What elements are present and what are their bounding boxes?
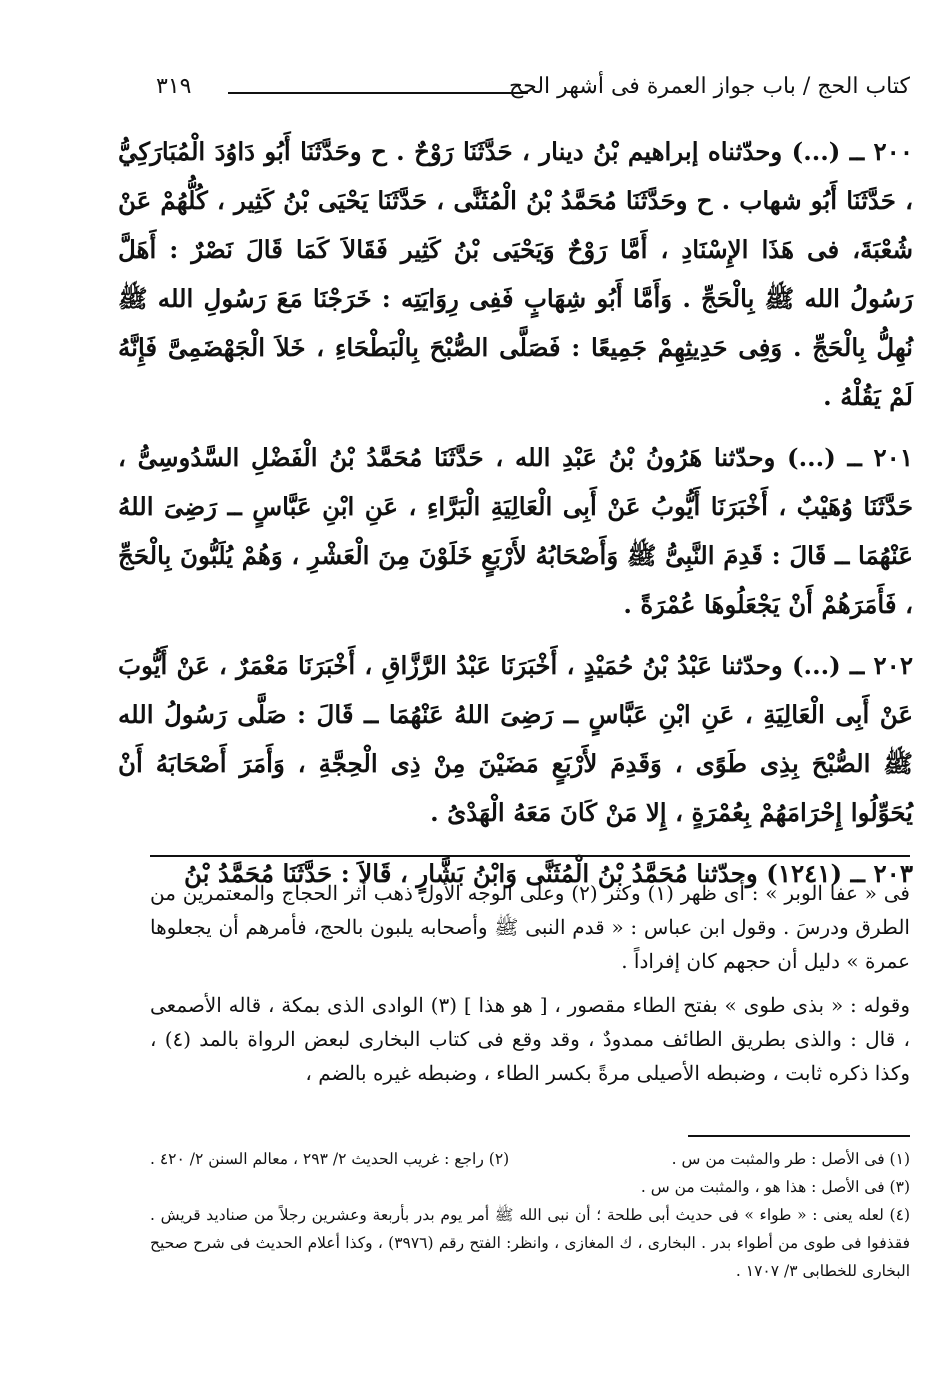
- running-header: [120, 70, 910, 110]
- footnote-row: [150, 1145, 910, 1173]
- commentary-divider: [150, 855, 910, 857]
- hadith-201: ٢٠١ ــ (...) وحدّثنا هَرُونُ بْنُ عَبْدِ الله ، حَدَّثَنَا مُحَمَّدُ بْنُ الْفَضْلِ السَّدُوسِىُّ ، حَدَّثَنَا وُهَيْبٌ ، أَخْبَرَنَا أَيُّوبُ عَنْ أَبِى الْعَالِيَةِ الْبَرَّاءِ ، عَنِ ابْنِ عَبَّاسٍ ــ رَضِىَ اللهُ عَنْهُمَا ــ قَالَ : قَدِمَ النَّبِىُّ ﷺ وَأَصْحَابُهُ لأَرْبَعٍ خَلَوْنَ مِنَ الْعَشْرِ ، وَهُمْ يُلَبُّونَ بِالْحَجِّ ، فَأَمَرَهُمْ أَنْ يَجْعَلُوهَا عُمْرَةً .: [118, 443, 913, 619]
- footnote-3: (٣) فى الأصل : هذا هو ، والمثبت من س .: [640, 1178, 910, 1196]
- hadith-200: ٢٠٠ ــ (...) وحدّثناه إبراهيم بْنُ دينار ، حَدَّثَنَا رَوْحٌ . ح وحَدَّثَنَا أَبُو دَاوُدَ الْمُبَارَكِيُّ ، حَدَّثَنَا أَبُو شهاب . ح وحَدَّثَنَا مُحَمَّدُ بْنُ الْمُثَنَّى ، حَدَّثَنَا يَحْيَى بْنُ كَثِير ، كُلُّهُمْ عَنْ شُعْبَةَ، فى هَذَا الإِسْنَادِ ، أَمَّا رَوْحٌ وَيَحْيَى بْنُ كَثِير فَقَالاَ كَمَا قَالَ نَصْرٌ : أَهَلَّ رَسُولُ الله ﷺ بِالْحَجِّ . وَأَمَّا أَبُو شِهَابٍ فَفِى رِوَايَتِه : خَرَجْنَا مَعَ رَسُولِ الله ﷺ نُهِلُّ بِالْحَجِّ . وَفِى حَدِيثِهِمْ جَمِيعًا : فَصَلَّى الصُّبْحَ بِالْبَطْحَاءِ ، خَلاَ الْجَهْضَمِىَّ فَإِنَّهُ لَمْ يَقُلْهُ .: [118, 137, 913, 411]
- hadith-text: [118, 127, 913, 910]
- commentary-paragraph: وقوله : « بذى طوى » بفتح الطاء مقصور ، [ هو هذا ] (٣) الوادى الذى بمكة ، قاله الأصمعى ، قال : والذى بطريق الطائف ممدودٌ ، وقد وقع فى كتاب البخارى لبعض الرواة بالمد (٤) ، وكذا ذكره ثابت ، وضبطه الأصيلى مرةً بكسر الطاء ، وضبطه غيره بالضم ،: [150, 993, 910, 1085]
- footnote-1: (١) فى الأصل : طر والمثبت من س .: [671, 1150, 910, 1168]
- commentary-paragraph: فى « عفا الوبر » : أى ظهر (١) وكثر (٢) وعلى الوجه الأول ذهب أثر الحجاج والمعتمرين من الطرق ودرسَ . وقول ابن عباس : « قدم النبى ﷺ وأصحابه يلبون بالحج، فأمرهم أن يجعلوها عمرة » دليل أن حجهم كان إفراداً .: [150, 881, 910, 973]
- hadith-202: ٢٠٢ ــ (...) وحدّثنا عَبْدُ بْنُ حُمَيْدٍ ، أَخْبَرَنَا عَبْدُ الرَّزَّاقِ ، أَخْبَرَنَا مَعْمَرٌ ، عَنْ أَيُّوبَ عَنْ أَبِى الْعَالِيَةِ ، عَنِ ابْنِ عَبَّاسٍ ــ رَضِىَ اللهُ عَنْهُمَا ــ قَالَ : صَلَّى رَسُولُ الله ﷺ الصُّبْحَ بِذِى طَوًى ، وَقَدِمَ لأَرْبَعٍ مَضَيْنَ مِنْ ذِى الْحِجَّةِ ، وَأَمَرَ أَصْحَابَهُ أَنْ يُحَوِّلُوا إِحْرَامَهُمْ بِعُمْرَةٍ ، إِلا مَنْ كَانَ مَعَهُ الْهَدْىُ .: [118, 651, 913, 827]
- footnote-4: (٤) لعله يعنى : « طواء » فى حديث أبى طلحة ؛ أن نبى الله ﷺ أمر يوم بدر بأربعة وعشرين رجلاً من صناديد قريش . فقذفوا فى طوى من أطواء بدر . البخارى ، ك المغازى ، وانظر: الفتح رقم (٣٩٧٦) ، وكذا أعلام الحديث فى شرح صحيح البخارى للخطابى ٣/ ١٧٠٧ .: [150, 1206, 910, 1280]
- commentary: [150, 876, 910, 1100]
- header-rule: [228, 92, 528, 94]
- footnote-2: (٢) راجع : غريب الحديث ٢/ ٢٩٣ ، معالم السنن ٢/ ٤٢٠ .: [150, 1150, 510, 1168]
- page-number: ٣١٩: [156, 74, 192, 99]
- hadith-203: ٢٠٣ ــ (١٢٤١) وحدّثنا مُحَمَّدُ بْنُ الْمُثَنَّى وَابْنُ بَشَّارٍ ، قَالاَ : حَدَّثَنَا مُحَمَّدُ بْنُ: [184, 859, 913, 888]
- chapter-title: كتاب الحج / باب جواز العمرة فى أشهر الحج: [508, 74, 910, 99]
- footnotes: [150, 1145, 910, 1285]
- footnote-divider: [688, 1135, 910, 1137]
